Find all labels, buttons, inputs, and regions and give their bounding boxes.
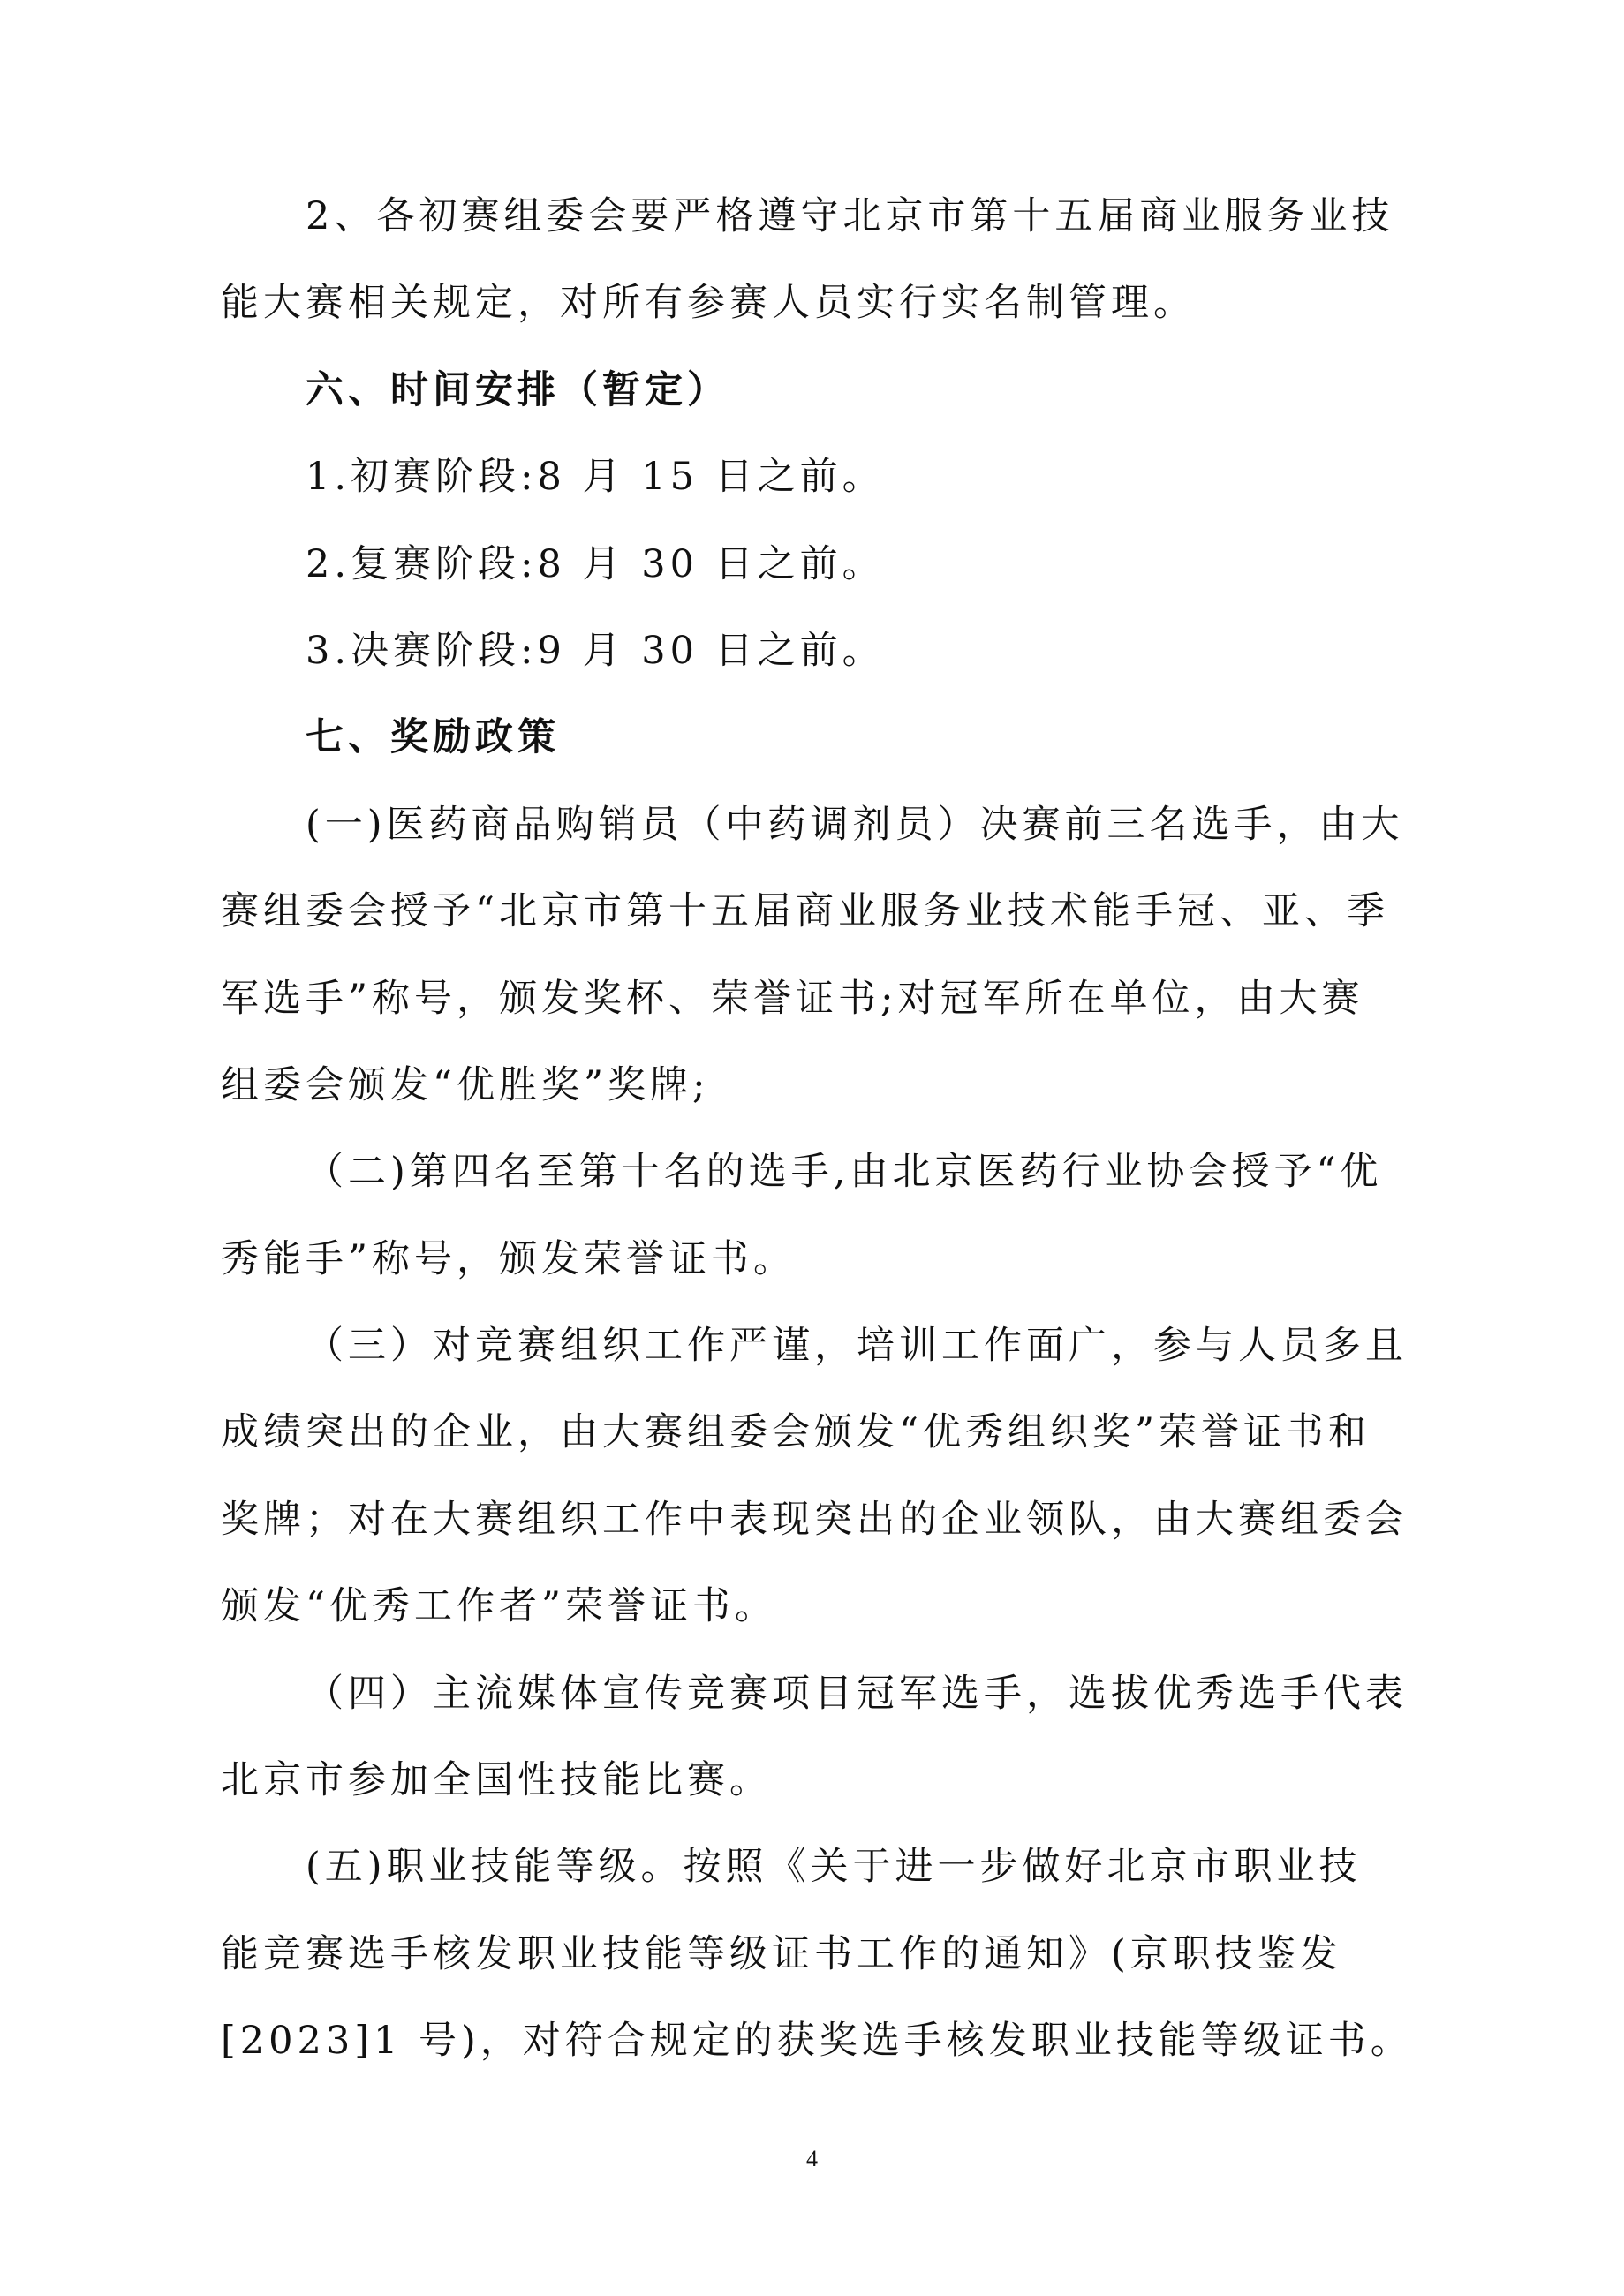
reward-item-3-line: 颁发“优秀工作者”荣誉证书。 [221,1584,777,1629]
reward-item-2-line: （二)第四名至第十名的选手,由北京医药行业协会授予“优 [306,1150,1383,1195]
reward-item-2-line: 秀能手”称号，颁发荣誉证书。 [221,1236,796,1281]
reward-item-1-line: 组委会颁发“优胜奖”奖牌; [221,1062,710,1107]
schedule-item-final: 3.决赛阶段:9 月 30 日之前。 [306,628,885,673]
section-heading-rewards: 七、奖励政策 [306,715,560,760]
reward-item-4-line: 北京市参加全国性技能比赛。 [221,1758,772,1803]
reward-item-3-line: （三）对竞赛组织工作严谨，培训工作面广，参与人员多且 [306,1324,1408,1369]
reward-item-4-line: （四）主流媒体宣传竞赛项目冠军选手，选拔优秀选手代表 [306,1671,1408,1716]
schedule-item-preliminary: 1.初赛阶段:8 月 15 日之前。 [306,455,885,500]
page-number: 4 [806,2146,818,2171]
reward-item-5-line: (五)职业技能等级。按照《关于进一步做好北京市职业技 [306,1845,1362,1890]
text-line: 能大赛相关规定，对所有参赛人员实行实名制管理。 [221,281,1196,326]
section-heading-schedule: 六、时间安排（暂定） [306,367,729,412]
reward-item-3-line: 奖牌；对在大赛组织工作中表现突出的企业领队，由大赛组委会 [221,1497,1408,1542]
reward-item-1-line: 军选手”称号，颁发奖杯、荣誉证书;对冠军所在单位，由大赛 [221,976,1364,1021]
reward-item-1-line: 赛组委会授予“北京市第十五届商业服务业技术能手冠、亚、季 [221,889,1389,934]
document-body [221,173,1422,2085]
text-line: 2、各初赛组委会要严格遵守北京市第十五届商业服务业技 [306,194,1394,238]
reward-item-5-line: 能竞赛选手核发职业技能等级证书工作的通知》(京职技鉴发 [221,1931,1342,1976]
schedule-item-semifinal: 2.复赛阶段:8 月 30 日之前。 [306,541,885,586]
reward-item-5-line: [2023]1 号)，对符合规定的获奖选手核发职业技能等级证书。 [221,2019,1413,2064]
reward-item-3-line: 成绩突出的企业，由大赛组委会颁发“优秀组织奖”荣誉证书和 [221,1410,1371,1455]
reward-item-1-line: (一)医药商品购销员（中药调剂员）决赛前三名选手，由大 [306,802,1404,847]
